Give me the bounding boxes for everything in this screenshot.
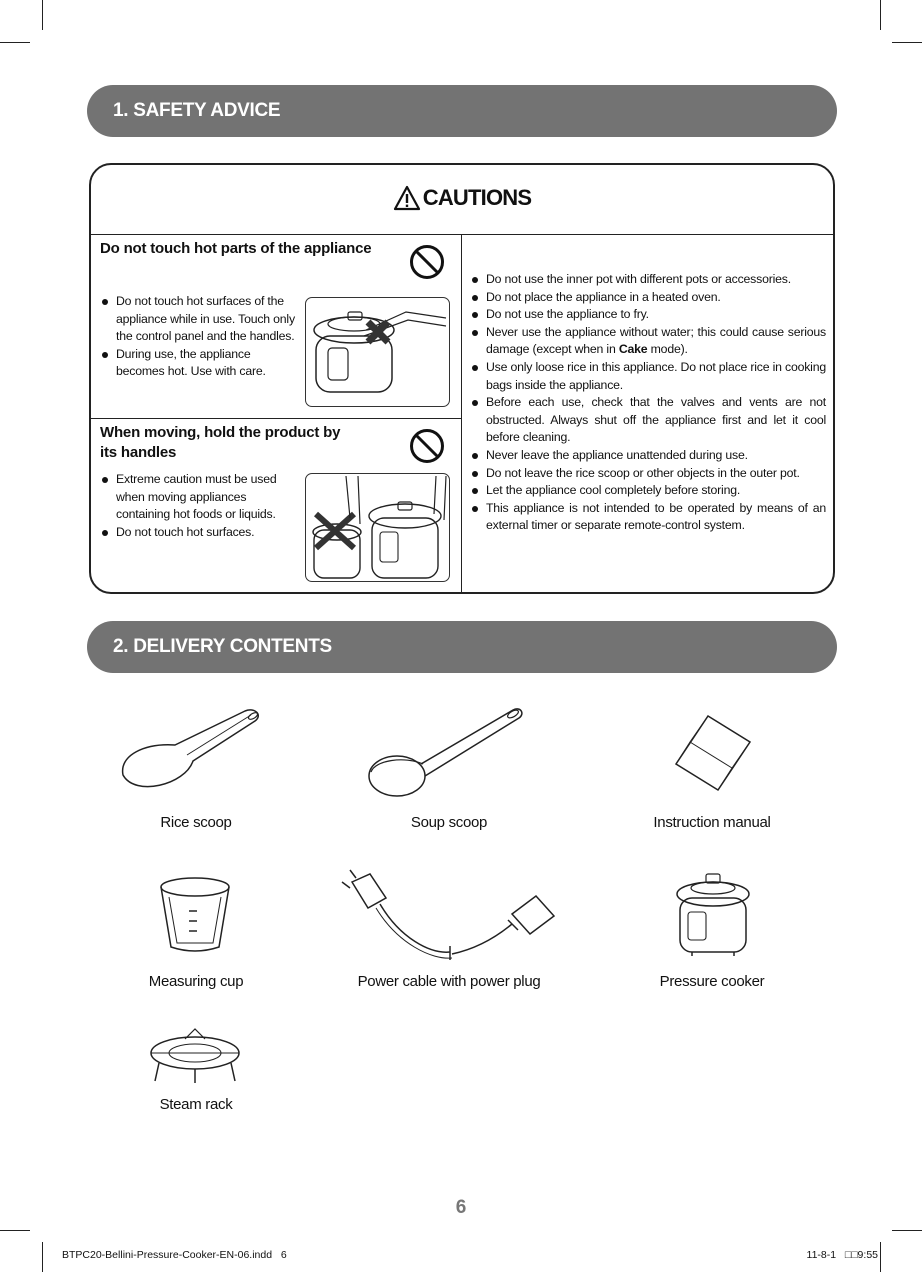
list-item: Never leave the appliance unattended during use. (470, 447, 826, 465)
caution-heading-hot-parts: Do not touch hot parts of the appliance (100, 240, 372, 257)
footer-file-info: BTPC20-Bellini-Pressure-Cooker-EN-06.indd 6 (62, 1249, 287, 1261)
steam-rack-icon (145, 1025, 245, 1085)
delivery-item-label: Instruction manual (653, 814, 771, 831)
delivery-item-label: Pressure cooker (659, 973, 765, 990)
section-title: 2. DELIVERY CONTENTS (113, 636, 332, 657)
prohibited-icon (409, 428, 445, 464)
caution-heading-moving: When moving, hold the product by its handles (100, 424, 341, 461)
list-item: Never use the appliance without water; this could cause serious damage (except when in Cake mode). (470, 324, 826, 359)
cautions-title: CAUTIONS (91, 185, 833, 211)
list-item: Do not touch hot surfaces of the appliance while in use. Touch only the control panel and the handles. (100, 293, 300, 346)
caution-list-moving (100, 471, 300, 541)
section-banner-safety (87, 85, 837, 137)
carry-cooker-icon (306, 474, 450, 582)
delivery-item-label: Rice scoop (160, 814, 232, 831)
crop-mark (892, 1230, 922, 1231)
divider (91, 418, 461, 419)
delivery-item-label: Power cable with power plug (357, 973, 541, 990)
list-item: Do not leave the rice scoop or other objects in the outer pot. (470, 465, 826, 483)
pressure-cooker-icon (672, 870, 754, 958)
prohibited-icon (409, 244, 445, 280)
list-item: Do not use the appliance to fry. (470, 306, 826, 324)
list-item: This appliance is not intended to be operated by means of an external timer or separate remote-control system. (470, 500, 826, 535)
page-number: 6 (455, 1197, 467, 1218)
delivery-item-label: Soup scoop (410, 814, 488, 831)
crop-mark (892, 42, 922, 43)
caution-list-general (470, 271, 826, 535)
crop-mark (42, 1242, 43, 1272)
list-item: Let the appliance cool completely before storing. (470, 482, 826, 500)
hot-surface-illustration (305, 297, 450, 407)
power-cable-icon (340, 868, 560, 960)
divider (461, 234, 462, 592)
list-item: Extreme caution must be used when moving appliances containing hot foods or liquids. (100, 471, 300, 524)
caution-list-hot-parts (100, 293, 300, 381)
crop-mark (42, 0, 43, 30)
instruction-manual-icon (670, 712, 755, 797)
section-banner-delivery (87, 621, 837, 673)
list-item: During use, the appliance becomes hot. Use with care. (100, 346, 300, 381)
pressure-cooker-hand-icon (306, 298, 450, 407)
crop-mark (0, 1230, 30, 1231)
list-item: Do not use the inner pot with different pots or accessories. (470, 271, 826, 289)
measuring-cup-icon (155, 875, 235, 955)
cake-mode-label: Cake (618, 342, 648, 357)
crop-mark (880, 1242, 881, 1272)
delivery-item-label: Steam rack (159, 1096, 233, 1113)
list-item: Before each use, check that the valves and vents are not obstructed. Always shut off the appliance first and let it cool before cleaning. (470, 394, 826, 447)
warning-icon (393, 185, 421, 211)
list-item: Use only loose rice in this appliance. Do not place rice in cooking bags inside the appliance. (470, 359, 826, 394)
rice-scoop-icon (115, 705, 275, 795)
divider (91, 234, 833, 235)
list-item: Do not touch hot surfaces. (100, 524, 300, 542)
section-title: 1. SAFETY ADVICE (113, 100, 281, 121)
list-item: Do not place the appliance in a heated oven. (470, 289, 826, 307)
crop-mark (880, 0, 881, 30)
delivery-item-label: Measuring cup (148, 973, 244, 990)
moving-illustration (305, 473, 450, 582)
footer-timestamp: 11-8-1 □□9:55 (806, 1249, 878, 1261)
crop-mark (0, 42, 30, 43)
soup-scoop-icon (365, 702, 530, 802)
